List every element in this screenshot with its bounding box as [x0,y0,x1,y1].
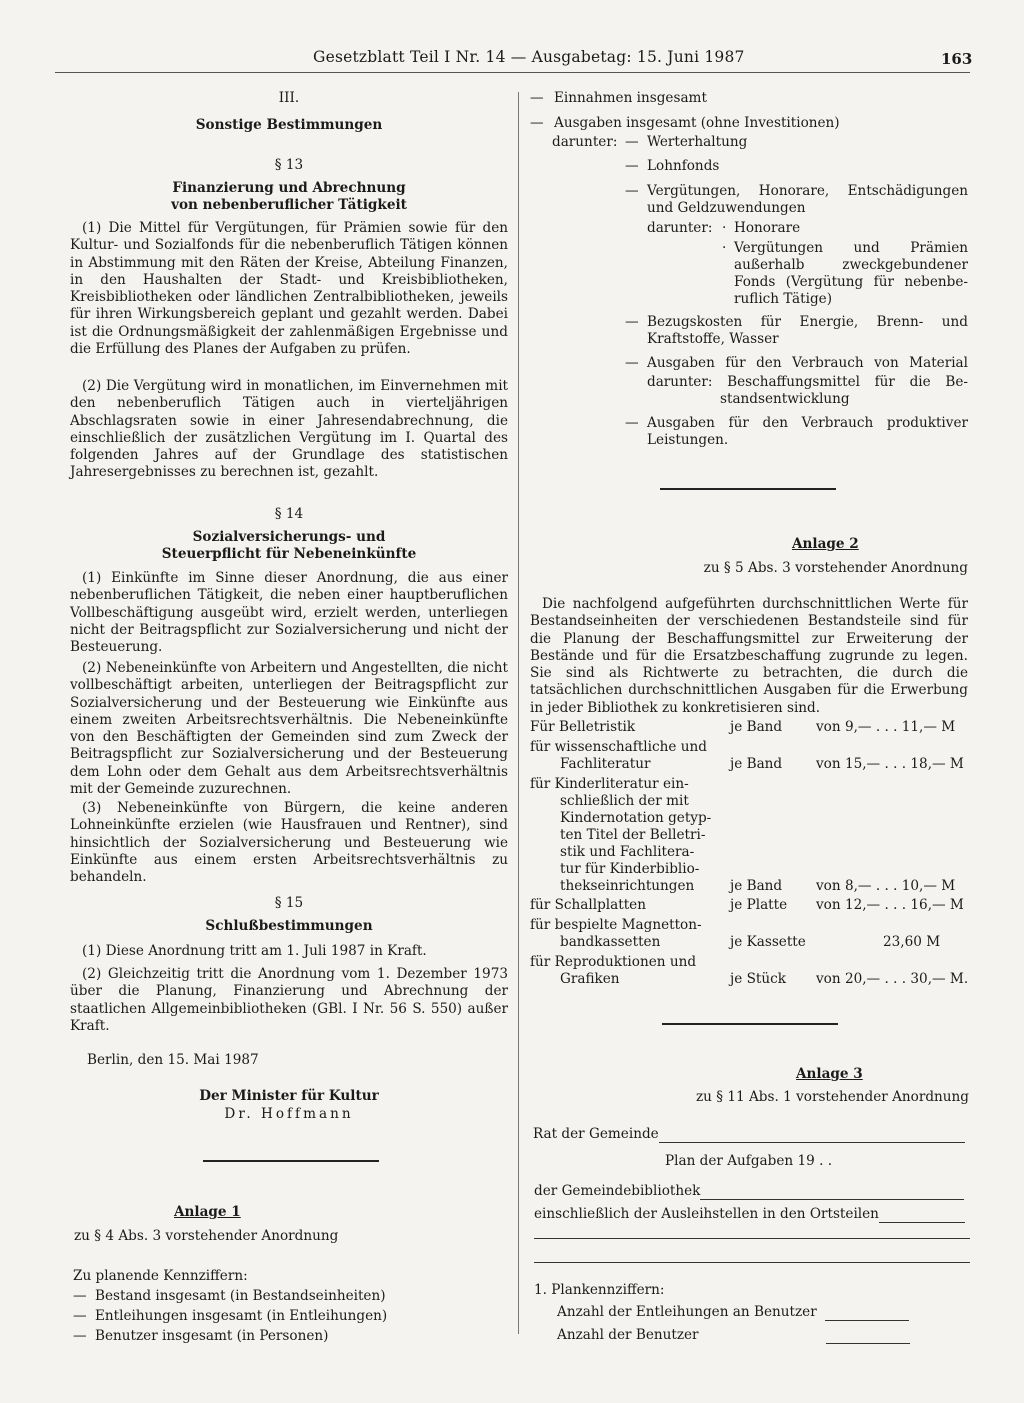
blank-line [825,1306,909,1321]
list-item-continuation: und Geldzuwendungen [647,200,806,216]
place-date: Berlin, den 15. Mai 1987 [87,1052,259,1068]
section-15-number: § 15 [274,895,304,911]
anlage-2-intro: Die nachfolgend aufgeführten durchschnittlichen Werte für Bestandseinheiten der verschiedenen Bestandsteile sind für die Planung der Beschaffungsmittel zur Erweiterung der Bestände und für die Ersatzbeschaffung zugrunde zu legen. Sie sind als Richtwerte zu betrachten, die durch die tatsächlichen durchschnittlichen Ausgaben für die Erwerbung in jeder Bibliothek zu konkretisieren sind. [530,596,968,716]
form-line-rat: Rat der Gemeinde [533,1126,970,1143]
form-line-bibliothek: der Gemeindebibliothek [534,1183,971,1200]
list-item-continuation: Leistungen. [647,432,729,448]
blank-line [659,1128,965,1143]
plankennziffern-heading: 1. Plankennziffern: [534,1282,665,1298]
page-number: 163 [941,50,973,68]
separator-rule [662,1023,838,1025]
part-number: III. [278,90,300,106]
section-14-number: § 14 [274,506,304,522]
signatory-title: Der Minister für Kultur [199,1088,379,1104]
list-item-continuation: außerhalb zweckgebundener [734,257,968,273]
section-13-title-1: Finanzierung und Abrechnung [172,180,406,196]
darunter-label: darunter: [552,134,618,150]
form-line-benutzer: Anzahl der Benutzer [557,1327,917,1344]
blank-line [700,1185,964,1200]
blank-line [534,1262,970,1263]
list-item-continuation: standsentwicklung [720,391,850,407]
separator-rule [660,488,836,490]
section-15-title: Schlußbestimmungen [205,918,373,934]
section-15-paragraph-2: (2) Gleichzeitig tritt die Anordnung vom 1. Dezember 1973 über die Planung, Finanzierung und Abrechnung der staatlichen Allgemeinbibliotheken (GBl. I Nr. 56 S. 550) außer Kraft. [70,966,508,1034]
anlage-1-reference: zu § 4 Abs. 3 vorstehender Anordnung [74,1228,339,1244]
part-title: Sonstige Bestimmungen [195,117,383,133]
anlage-1-intro: Zu planende Kennziffern: [73,1268,248,1284]
section-13-number: § 13 [274,157,304,173]
section-15-paragraph-1: (1) Diese Anordnung tritt am 1. Juli 1987 in Kraft. [82,943,427,959]
form-line-entleihungen: Anzahl der Entleihungen an Benutzer [557,1304,917,1321]
separator-rule [203,1160,379,1162]
column-divider [518,92,519,1334]
list-item-continuation: ruflich Tätige) [734,291,832,307]
plan-heading: Plan der Aufgaben 19 . . [665,1153,833,1169]
anlage-2-title: Anlage 2 [792,536,859,552]
list-item-continuation: Kraftstoffe, Wasser [647,331,779,347]
header-rule [55,72,970,73]
section-14-paragraph-3: (3) Nebeneinkünfte von Bürgern, die keine anderen Lohneinkünfte erzielen (wie Hausfrauen und Rentner), sind hinsichtlich der Sozialversicherung und Besteuerung wie Einkünfte aus einem ersten Arbeitsrechtsverhältnis zu behandeln. [70,800,508,886]
blank-line [534,1238,970,1239]
section-14-title-2: Steuerpflicht für Nebeneinkünfte [161,546,417,562]
signatory-name: Dr. Hoffmann [224,1106,354,1122]
anlage-3-reference: zu § 11 Abs. 1 vorstehender Anordnung [696,1089,969,1105]
anlage-3-title: Anlage 3 [796,1066,863,1082]
anlage-1-title: Anlage 1 [174,1204,241,1220]
blank-line [826,1329,910,1344]
section-14-paragraph-1: (1) Einkünfte im Sinne dieser Anordnung, die aus einer nebenberuflichen Tätigkeit, die neben einer hauptberuflichen Vollbeschäftigung ausgeübt wird, erzielt werden, unterliegen nicht der Beitragspflicht zur Sozialversicherung und nicht der Besteuerung. [70,570,508,656]
darunter-label: darunter: [647,220,713,236]
form-line-einschl: einschließlich der Ausleihstellen in den Ortsteilen [534,1206,974,1223]
section-13-title-2: von nebenberuflicher Tätigkeit [171,197,407,213]
anlage-2-reference: zu § 5 Abs. 3 vorstehender Anordnung [703,560,968,576]
section-14-title-1: Sozialversicherungs- und [192,529,386,545]
gazette-page: Gesetzblatt Teil I Nr. 14 — Ausgabetag: 15. Juni 1987 163 III. Sonstige Bestimmungen § 13 Finanzierung und Abrechnung von nebenberuflicher Tätigkeit (1) Die Mittel für Vergütungen, für Prämien sowie für den Kultur- und Sozialfonds für die nebenberuflich Tätigen können in Abstimmung mit den Räten der Kreise, Abteilung Finanzen, in den Haushalten der Stadt- und Kreisbibliotheken, Kreisbibliotheken oder ländlichen Zentralbibliotheken, jeweils für ihren Wirkungsbereich geplant und gezahlt werden. Dabei ist die Ordnungsmäßigkeit der zahlenmäßigen Ergebnisse und die Erfüllung des Planes der Aufgaben zu prüfen. (2) Die Vergütung wird in monatlichen, im Einvernehmen mit den nebenberuflich Tätigen auch in vierteljährigen Abschlagsraten sowie in einer Jahresendabrechnung, die einschließlich der zusätzlichen Vergütung im I. Quartal des folgenden Jahres auf der Grundlage des statistischen Jahresergebnisses zu berechnen ist, gezahlt. § 14 Sozialversicherungs- und Steuerpflicht für Nebeneinkünfte (1) Einkünfte im Sinne dieser Anordnung, die aus einer nebenberuflichen Tätigkeit, die neben einer hauptberuflichen Vollbeschäftigung ausgeübt wird, erzielt werden, unterliegen nicht der Beitragspflicht zur Sozialversicherung und nicht der Besteuerung. (2) Nebeneinkünfte von Arbeitern und Angestellten, die nicht vollbeschäftigt arbeiten, unterliegen der Beitragspflicht zur Sozialversicherung und der Besteuerung wie Einkünfte aus einem zweiten Arbeitsrechtsverhältnis. Die Nebeneinkünfte von den Beschäftigten der Gemeinden sind zum Zweck der Beitragspflicht zur Sozialversicherung und der Besteuerung dem Lohn oder dem Gehalt aus dem Arbeitsrechtsverhältnis mit der Gemeinde zuzurechnen. (3) Nebeneinkünfte von Bürgern, die keine anderen Lohneinkünfte erzielen (wie Hausfrauen und Rentner), sind hinsichtlich der Sozialversicherung und Besteuerung wie Einkünfte aus einem ersten Arbeitsrechtsverhältnis zu behandeln. § 15 Schlußbestimmungen (1) Diese Anordnung tritt am 1. Juli 1987 in Kraft. (2) Gleichzeitig tritt die Anordnung vom 1. Dezember 1973 über die Planung, Finanzierung und Abrechnung der staatlichen Allgemeinbibliotheken (GBl. I Nr. 56 S. 550) außer Kraft. Berlin, den 15. Mai 1987 Der Minister für Kultur Dr. Hoffmann Anlage 1 zu § 4 Abs. 3 vorstehender Anordnung Zu planende Kennziffern: — Bestand insgesamt (in Bestandseinheiten) — Entleihungen insgesamt (in Entleihungen) — Benutzer insgesamt (in Personen) — Einnahmen insgesamt — Ausgaben insgesamt (ohne Investitionen) darunter: — Werterhaltung — Lohnfonds — Vergütungen, Honorare, Entschädigungen und Geldzuwendungen darunter: · Honorare · Vergütungen und Prämien außerhalb zweckgebundener Fonds (Vergütung für nebenbe- ruflich Tätige) — Bezugskosten für Energie, Brenn- und Kraftstoffe, Wasser — Ausgaben für den Verbrauch von Material darunter: Beschaffungsmittel für die Be- standsentwicklung — Ausgaben für den Verbrauch produktiver Leistungen. Anlage 2 zu § 5 Abs. 3 vorstehender Anordnung Die nachfolgend aufgeführten durchschnittlichen Werte für Bestandseinheiten der verschiedenen Bestandsteile sind für die Planung der Beschaffungsmittel zur Erweiterung der Bestände und für die Ersatzbeschaffung zugrunde zu legen. Sie sind als Richtwerte zu betrachten, die durch die tatsächlichen durchschnittlichen Ausgaben für die Erwerbung in jeder Bibliothek zu konkretisieren sind. Für Belletristik je Band von 9,— . . . 11,— M für wissenschaftliche und Fachliteratur je Band von 15,— . . . 18,— M für Kinderliteratur ein- schließlich der mit Kindernotation getyp- ten Titel der Belletri- stik und Fachlitera- tur für Kinderbiblio- thekseinrichtungen je Band von 8,— . . . 10,— M für Schallplatten je Platte von 12,— . . . 16,— M für bespielte Magnetton- bandkassetten je Kassette 23,60 M für Reproduktionen und Grafiken je Stück von 20,— . . . 30,— M. Anlage 3 zu § 11 Abs. 1 vorstehender Anordnung Rat der Gemeinde Plan der Aufgaben 19 . . der Gemeindebibliothek einschließlich der Ausleihstellen in den Ortsteilen 1. Plankennziffern: Anzahl der Entleihungen an Benutzer Anzahl der Benutzer [0,0,1024,1403]
section-13-paragraph-2: (2) Die Vergütung wird in monatlichen, im Einvernehmen mit den nebenberuflich Tätigen auch in vierteljährigen Abschlagsraten sowie in einer Jahresendabrechnung, die einschließlich der zusätzlichen Vergütung im I. Quartal des folgenden Jahres auf der Grundlage des statistischen Jahresergebnisses zu berechnen ist, gezahlt. [70,378,508,481]
running-header: Gesetzblatt Teil I Nr. 14 — Ausgabetag: 15. Juni 1987 [313,48,745,66]
list-item-continuation: Fonds (Vergütung für nebenbe- [734,274,968,290]
darunter-line: darunter: Beschaffungsmittel für die Be- [647,374,968,390]
section-14-paragraph-2: (2) Nebeneinkünfte von Arbeitern und Angestellten, die nicht vollbeschäftigt arbeiten, unterliegen der Beitragspflicht zur Sozialversicherung und der Besteuerung wie Einkünfte aus einem zweiten Arbeitsrechtsverhältnis. Die Nebeneinkünfte von den Beschäftigten der Gemeinden sind zum Zweck der Beitragspflicht zur Sozialversicherung und der Besteuerung dem Lohn oder dem Gehalt aus dem Arbeitsrechtsverhältnis mit der Gemeinde zuzurechnen. [70,660,508,798]
section-13-paragraph-1: (1) Die Mittel für Vergütungen, für Prämien sowie für den Kultur- und Sozialfonds für die nebenberuflich Tätigen können in Abstimmung mit den Räten der Kreise, Abteilung Finanzen, in den Haushalten der Stadt- und Kreisbibliotheken, Kreisbibliotheken oder ländlichen Zentralbibliotheken, jeweils für ihren Wirkungsbereich geplant und gezahlt werden. Dabei ist die Ordnungsmäßigkeit der zahlenmäßigen Ergebnisse und die Erfüllung des Planes der Aufgaben zu prüfen. [70,220,508,358]
blank-line [879,1208,965,1223]
